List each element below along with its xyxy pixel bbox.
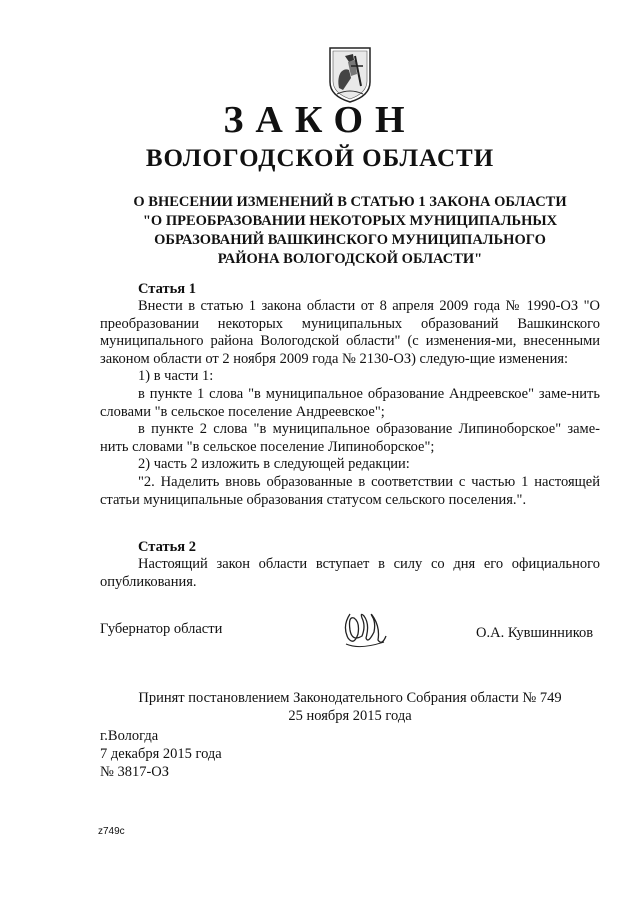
law-number: № 3817-ОЗ (100, 764, 170, 780)
place-date-number (100, 727, 222, 781)
document-id: z749c (98, 826, 125, 837)
adoption-note (100, 689, 600, 725)
governor-name: О.А. Кувшинников (476, 625, 594, 641)
heading-line: "О ПРЕОБРАЗОВАНИИ НЕКОТОРЫХ МУНИЦИПАЛЬНЫХ (142, 213, 558, 229)
law-heading (110, 193, 590, 269)
signing-date: 7 декабря 2015 года (100, 746, 222, 762)
article-1-item-2: 2) часть 2 изложить в следующей редакции: (138, 456, 410, 473)
heading-line: О ВНЕСЕНИИ ИЗМЕНЕНИЙ В СТАТЬЮ 1 ЗАКОНА ОБЛАСТИ (133, 194, 567, 210)
article-1-intro: Внести в статью 1 закона области от 8 апреля 2009 года № 1990-ОЗ "О преобразовании некоторых муниципальных образований Вашкинского муниципального района Вологодской области" (с изменения-ми, внесенными законом области от 2 ноября 2009 года № 2130-ОЗ) следую-щие изменения: (100, 298, 600, 367)
heading-line: ОБРАЗОВАНИЙ ВАШКИНСКОГО МУНИЦИПАЛЬНОГО (154, 232, 546, 248)
heading-line: РАЙОНА ВОЛОГОДСКОЙ ОБЛАСТИ" (217, 251, 483, 267)
signature-icon (340, 606, 388, 652)
article-2-body (100, 556, 600, 591)
article-2-text: Настоящий закон области вступает в силу со дня его официального опубликования. (100, 556, 600, 590)
law-title: ЗАКОН (223, 99, 417, 141)
article-1-item-1a: в пункте 1 слова "в муниципальное образование Андреевское" заме-нить словами "в сельское поселение Андреевское"; (100, 385, 600, 420)
article-1-item-2-text: "2. Наделить вновь образованные в соответствии с частью 1 настоящей статьи муниципальные образования статусом сельского поселения.". (100, 473, 600, 508)
article-2-title: Статья 2 (138, 539, 196, 555)
governor-title: Губернатор области (100, 621, 223, 637)
article-1-title: Статья 1 (138, 281, 196, 297)
article-1-item-1: 1) в части 1: (138, 368, 214, 385)
article-1-item-1b: в пункте 2 слова "в муниципальное образование Липиноборское" заме-нить словами "в сельское поселение Липиноборское"; (100, 421, 600, 455)
article-1-body (100, 298, 600, 509)
city: г.Вологда (100, 728, 159, 744)
coat-of-arms-icon (327, 44, 373, 104)
adoption-line: Принят постановлением Законодательного Собрания области № 749 (138, 690, 562, 706)
adoption-date: 25 ноября 2015 года (288, 708, 412, 724)
law-subtitle: ВОЛОГОДСКОЙ ОБЛАСТИ (145, 145, 495, 172)
